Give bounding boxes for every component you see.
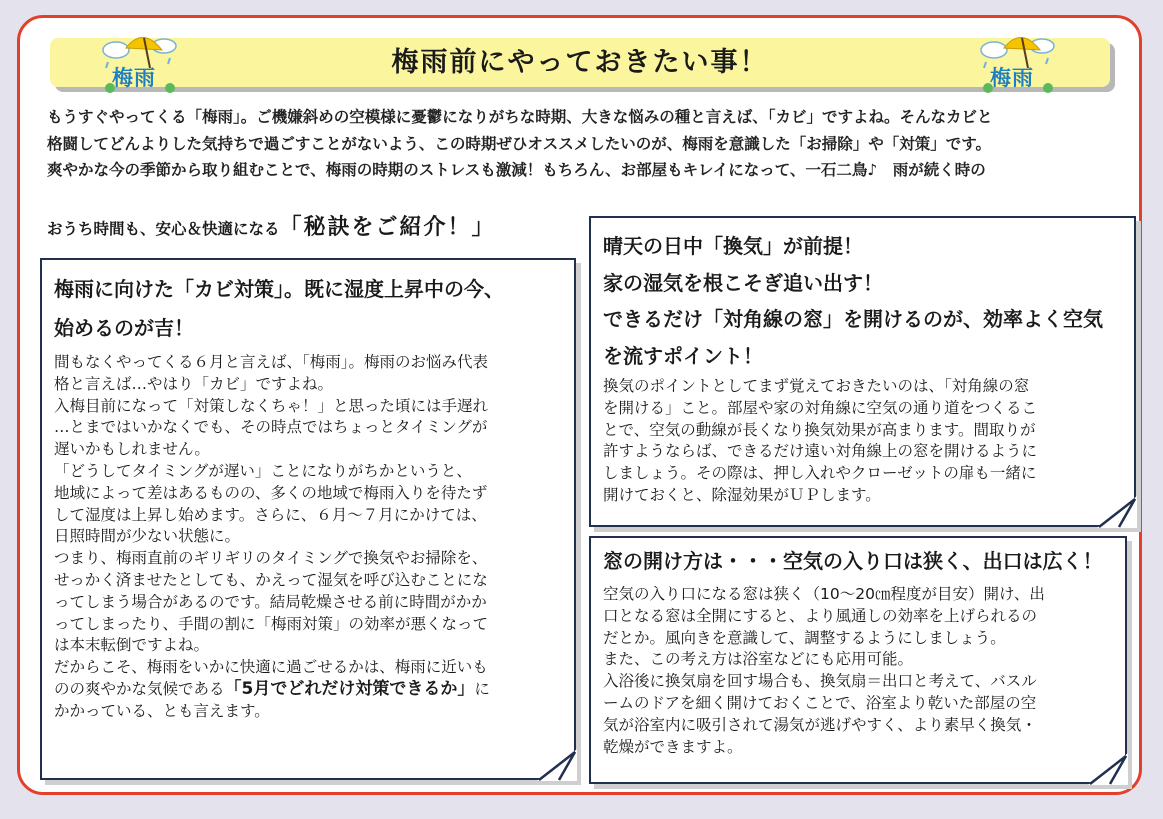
body-line: して湿度は上昇し始めます。さらに、６月～７月にかけては、	[54, 505, 487, 524]
body-line: 入梅目前になって「対策しなくちゃ！」と思った頃には手遅れ	[54, 396, 489, 415]
body-line: つまり、梅雨直前のギリギリのタイミングで換気やお掃除を、	[54, 549, 488, 568]
intro-line: もうすぐやってくる「梅雨」。ご機嫌斜めの空模様に憂鬱になりがちな時期、大きな悩みの種と言えば、「カビ」ですよね。そんなカビと	[47, 108, 993, 126]
box-body	[603, 584, 1115, 758]
body-line: せっかく済ませたとしても、かえって湿気を呼び込むことにな	[54, 570, 488, 589]
body-line: 入浴後に換気扇を回す場合も、換気扇＝出口と考えて、バスル	[603, 672, 1037, 691]
heading-line: 晴天の日中「換気」が前提！	[603, 234, 863, 258]
heading-line: 梅雨に向けた「カビ対策」。既に湿度上昇中の今、	[54, 277, 504, 301]
body-text: のの爽やかな気候である	[54, 679, 225, 698]
body-line: ームのドアを細く開けておくことで、浴室より乾いた部屋の空	[603, 693, 1037, 712]
body-line: 格と言えば…やはり「カビ」ですよね。	[54, 374, 334, 393]
highlight-text: 「5月でどれだけ対策できるか」	[224, 678, 475, 699]
body-line: 地域によって差はあるものの、多くの地域で梅雨入りを待たず	[54, 483, 488, 502]
ventilation-box	[589, 216, 1136, 527]
intro-line: 格闘してどんよりした気持ちで過ごすことがないよう、この時期ぜひオススメしたいのが、梅雨を意識した「お掃除」や「対策」です。	[47, 134, 991, 153]
tsuyu-umbrella-icon	[978, 28, 1058, 94]
intro-last-line	[47, 210, 496, 241]
body-line	[54, 679, 564, 701]
folded-corner-icon	[537, 749, 577, 781]
box-body	[603, 376, 1124, 507]
body-line: 換気のポイントとしてまず覚えておきたいのは、「対角線の窓	[603, 377, 1030, 395]
body-line: …とまではいかなくでも、その時点ではちょっとタイミングが	[54, 418, 488, 437]
body-line: 口となる窓は全開にすると、より風通しの効率を上げられるの	[603, 606, 1038, 625]
tsuyu-icon-label: 梅雨	[112, 66, 156, 90]
body-line: ってしまったり、手間の割に「梅雨対策」の効率が悪くなって	[54, 614, 489, 633]
title-banner	[50, 38, 1110, 90]
notice-page	[17, 15, 1142, 795]
body-line: しましょう。その際は、押し入れやクローゼットの扉も一緒に	[603, 464, 1037, 483]
window-opening-box	[589, 536, 1127, 784]
heading-line: 家の湿気を根こそぎ追い出す！	[603, 270, 883, 295]
body-line: 開けておくと、除湿効果がＵＰします。	[603, 485, 881, 504]
body-line: は本末転倒ですよね。	[54, 636, 210, 655]
body-line: 間もなくやってくる６月と言えば、「梅雨」。梅雨のお悩み代表	[54, 353, 489, 371]
body-line: だからこそ、梅雨をいかに快適に過ごせるかは、梅雨に近いも	[54, 658, 488, 677]
body-line: 空気の入り口になる窓は狭く（10～20㎝程度が目安）開け、出	[603, 585, 1045, 603]
body-line: 「どうしてタイミングが遅い」ことになりがちかというと、	[54, 461, 472, 480]
body-line: を開ける」こと。部屋や家の対角線に空気の通り道をつくるこ	[603, 398, 1038, 417]
folded-corner-icon	[1088, 753, 1128, 785]
box-body	[54, 352, 564, 723]
body-line: 日照時間が少ない状態に。	[54, 527, 241, 546]
mold-measures-box	[40, 258, 576, 780]
tsuyu-icon-label: 梅雨	[990, 66, 1034, 90]
body-line: 乾燥ができますよ。	[603, 737, 743, 756]
heading-line: 始めるのが吉！	[54, 316, 194, 340]
intro-line: おうち時間も、安心＆快適になる	[47, 220, 280, 238]
body-line: とで、空気の動線が長くなり換気効果が高まります。間取りが	[603, 420, 1036, 439]
heading-line: できるだけ「対角線の窓」を開けるのが、効率よく空気	[603, 307, 1103, 331]
heading-line: を流すポイント！	[603, 343, 763, 368]
box-heading	[54, 270, 564, 348]
box-heading: 窓の開け方は・・・空気の入り口は狭く、出口は広く！	[603, 549, 1103, 573]
body-text: に	[474, 679, 490, 698]
box-heading	[603, 228, 1124, 374]
page-title: 梅雨前にやっておきたい事！	[391, 47, 769, 78]
body-line: ってしまう場合があるのです。結局乾燥させる前に時間がかか	[54, 592, 487, 611]
body-line: かかっている、とも言えます。	[54, 701, 270, 720]
body-line: 遅いかもしれません。	[54, 440, 210, 459]
body-line: また、この考え方は浴室などにも応用可能。	[603, 650, 914, 669]
intro-line: 爽やかな今の季節から取り組むことで、梅雨の時期のストレスも激減！もちろん、お部屋もキレイになって、一石二鳥♪ 雨が続く時の	[47, 161, 986, 179]
folded-corner-icon	[1097, 496, 1137, 528]
body-line: 許すようならば、できるだけ遠い対角線上の窓を開けるように	[603, 442, 1038, 461]
intro-emphasis: 「秘訣をご紹介！」	[279, 215, 496, 240]
intro-paragraph	[47, 104, 1122, 184]
body-line: だとか。風向きを意識して、調整するようにしましょう。	[603, 628, 1006, 647]
body-line: 気が浴室内に吸引されて湯気が逃げやすく、より素早く換気・	[603, 715, 1037, 734]
